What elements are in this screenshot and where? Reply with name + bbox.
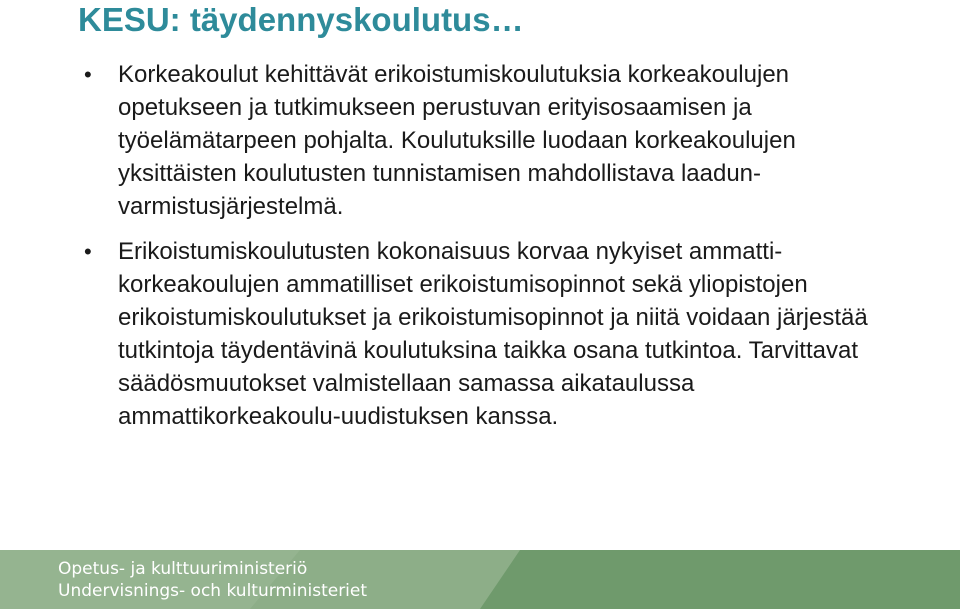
- footer-band: [0, 550, 960, 609]
- ministry-logo-text: [58, 558, 367, 602]
- slide-title: KESU: täydennyskoulutus…: [78, 1, 524, 38]
- ministry-name-swedish: Undervisnings- och kulturministeriet: [58, 581, 368, 601]
- bullet-marker: •: [84, 239, 92, 264]
- ministry-name-finnish: Opetus- ja kulttuuriministeriö: [58, 559, 308, 579]
- bullet-item: [80, 235, 910, 433]
- bullet-list: [80, 58, 910, 445]
- bullet-item: [80, 58, 910, 223]
- bullet-text: Korkeakoulut kehittävät erikoistumiskoulutuksia korkeakoulujen opetukseen ja tutkimukseen perustuvan erityisosaamisen ja työelämätarpeen pohjalta. Koulutuksille luodaan korkeakoulujen yksittäisten koulutusten tunnistamisen mahdollistava laadun-varmistusjärjestelmä.: [118, 61, 796, 220]
- bullet-marker: •: [84, 62, 92, 87]
- bullet-text: Erikoistumiskoulutusten kokonaisuus korvaa nykyiset ammatti-korkeakoulujen ammatilliset erikoistumisopinnot sekä yliopistojen erikoistumiskoulutukset ja erikoistumisopinnot ja niitä voidaan järjestää tutkintoja täydentävinä koulutuksina taikka osana tutkintoa. Tarvittavat säädösmuutokset valmistellaan samassa aikataulussa ammattikorkeakoulu-uudistuksen kanssa.: [118, 238, 868, 430]
